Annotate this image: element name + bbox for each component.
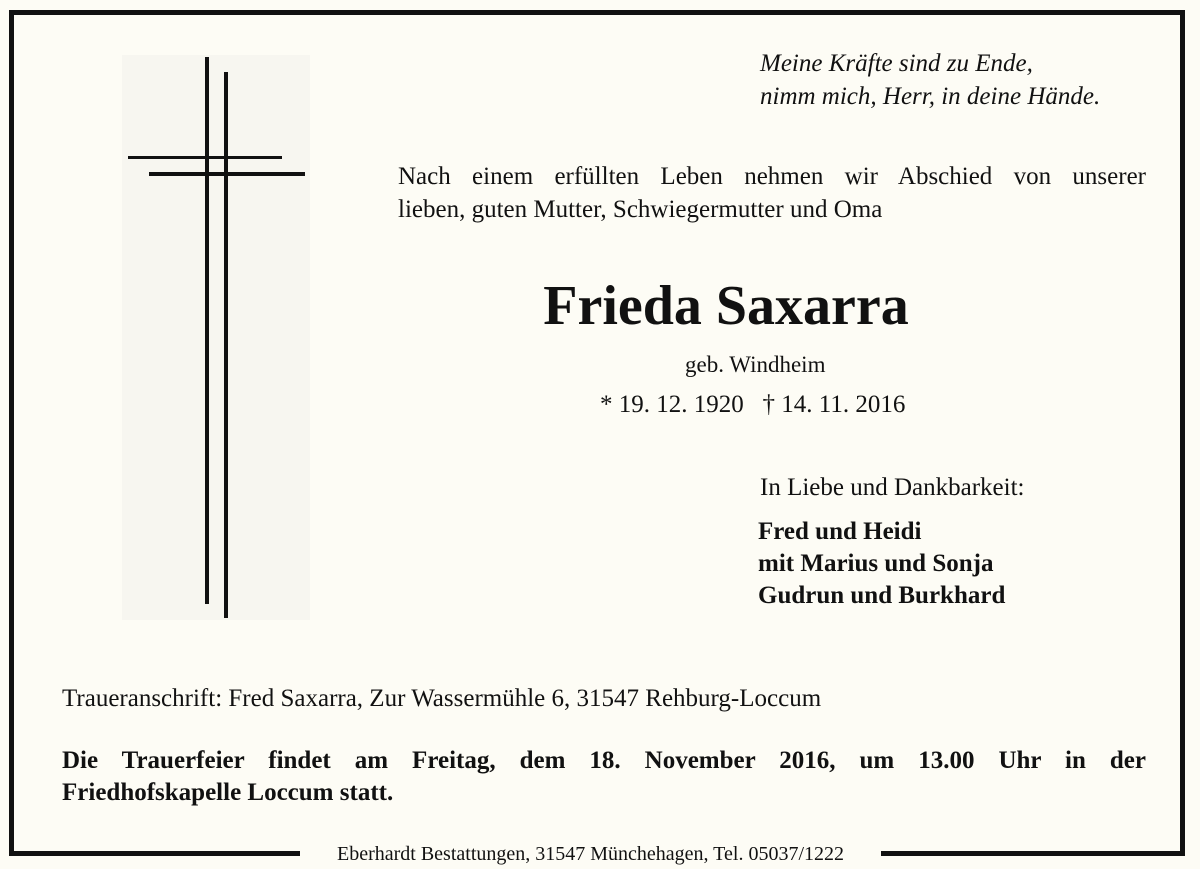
bottom-rule-left: [9, 851, 300, 856]
quote: [760, 47, 1100, 113]
cross-horizontal-bottom: [149, 172, 305, 176]
life-dates: * 19. 12. 1920 † 14. 11. 2016: [600, 391, 906, 418]
mourning-address: Traueranschrift: Fred Saxarra, Zur Wassermühle 6, 31547 Rehburg-Loccum: [62, 685, 822, 712]
mourner-name: Fred und Heidi: [758, 518, 922, 545]
quote-line-2: nimm mich, Herr, in deine Hände.: [760, 83, 1101, 110]
intro-text: [398, 160, 1146, 226]
ceremony-line-1: Die Trauerfeier findet am Freitag, dem 18. November 2016, um 13.00 Uhr in der: [62, 747, 1146, 774]
quote-line-1: Meine Kräfte sind zu Ende,: [760, 50, 1033, 77]
funeral-home-footer: Eberhardt Bestattungen, 31547 Münchehagen, Tel. 05037/1222: [336, 843, 844, 865]
ceremony-line-2: Friedhofskapelle Loccum statt.: [62, 779, 394, 806]
cross-vertical-right: [224, 72, 228, 618]
mourners-list: [758, 516, 1005, 612]
bottom-rule-right: [881, 851, 1185, 856]
double-line-cross-icon: [122, 55, 310, 620]
mourner-name: mit Marius und Sonja: [758, 550, 994, 577]
deceased-name: Frieda Saxarra: [543, 275, 909, 337]
mourner-name: Gudrun und Burkhard: [758, 582, 1006, 609]
intro-line-1: Nach einem erfüllten Leben nehmen wir Abschied von unserer: [398, 163, 1146, 190]
cross-horizontal-top: [128, 156, 282, 159]
ceremony-notice: [62, 745, 1146, 809]
maiden-name: geb. Windheim: [685, 352, 826, 377]
mourners-heading: In Liebe und Dankbarkeit:: [760, 474, 1025, 501]
intro-line-2: lieben, guten Mutter, Schwiegermutter und Oma: [398, 196, 883, 223]
cross-vertical-left: [205, 57, 209, 604]
deceased-name-block: [398, 274, 1146, 338]
